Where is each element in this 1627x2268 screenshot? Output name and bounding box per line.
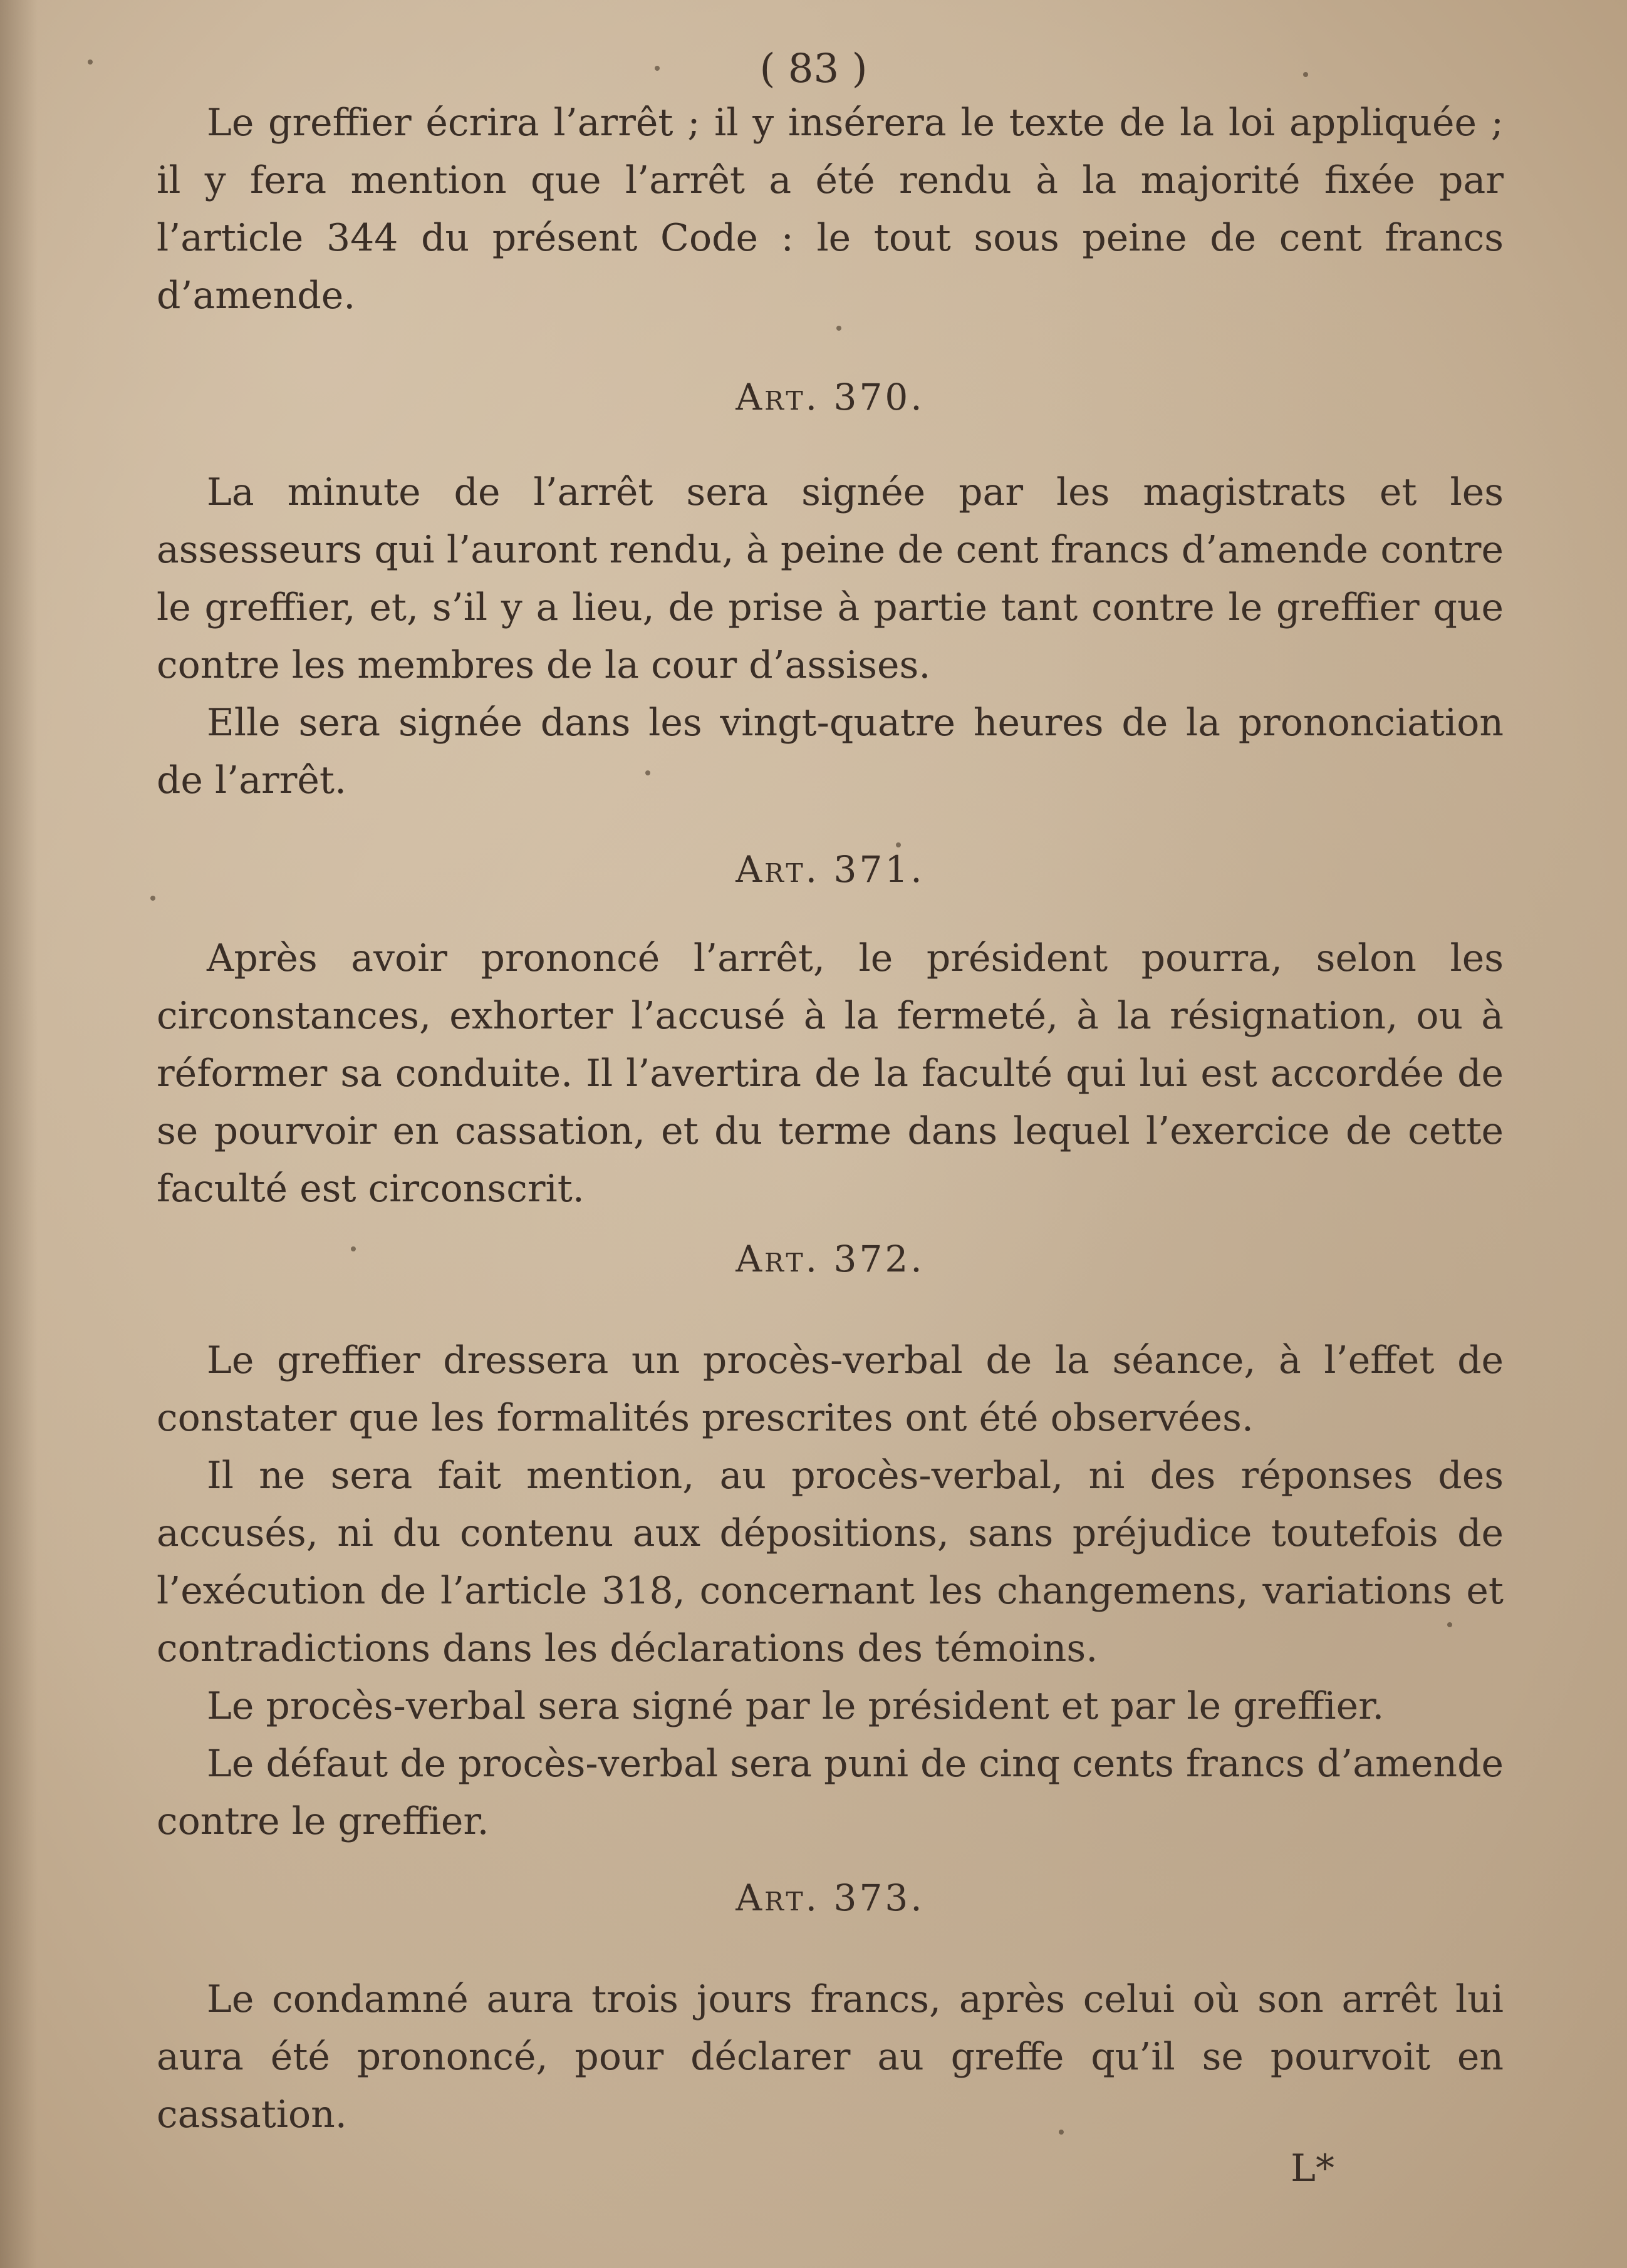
article-heading-372	[157, 1230, 1504, 1288]
page-number: ( 83 )	[759, 46, 868, 92]
page-edge-shadow	[0, 0, 38, 2268]
paragraph: Le greffier écrira l’arrêt ; il y insérera le texte de la loi appliquée ; il y fera mention que l’arrêt a été rendu à la majorité fixée par l’article 344 du présent Code : le tout sous peine de cent francs d’amende.	[157, 101, 1504, 318]
paragraph: Le défaut de procès-verbal sera puni de cinq cents francs d’amende contre le greffier.	[157, 1742, 1504, 1843]
article-heading-label: Art. 372.	[736, 1238, 925, 1280]
article-heading-label: Art. 373.	[736, 1877, 925, 1919]
paragraph: La minute de l’arrêt sera signée par les magistrats et les assesseurs qui l’auront rendu, à peine de cent francs d’amende contre le greffier, et, s’il y a lieu, de prise à partie tant contre le greffier que contre les membres de la cour d’assises.	[157, 470, 1504, 687]
paragraph: Le condamné aura trois jours francs, après celui où son arrêt lui aura été prononcé, pour déclarer au greffe qu’il se pourvoit en cassation.	[157, 1977, 1504, 2136]
foxing-speck	[150, 896, 155, 901]
page-body	[157, 94, 1504, 2193]
article-heading-373	[157, 1869, 1504, 1927]
article-heading-371	[157, 841, 1504, 898]
paragraph: Le procès-verbal sera signé par le président et par le greffier.	[207, 1684, 1385, 1728]
paragraph: Il ne sera fait mention, au procès-verbal, ni des réponses des accusés, ni du contenu aux dépositions, sans préjudice toutefois de l’exécution de l’article 318, concernant les changemens, variations et contradictions dans les déclarations des témoins.	[157, 1454, 1504, 1670]
paragraph: Après avoir prononcé l’arrêt, le président pourra, selon les circonstances, exhorter l’accusé à la fermeté, à la résignation, ou à réformer sa conduite. Il l’avertira de la faculté qui lui est accordée de se pourvoir en cassation, et du terme dans lequel l’exercice de cette faculté est circonscrit.	[157, 936, 1504, 1211]
article-heading-label: Art. 370.	[736, 376, 925, 418]
paragraph: Le greffier dressera un procès-verbal de la séance, à l’effet de constater que les formalités prescrites ont été observées.	[157, 1339, 1504, 1440]
signature-mark: L*	[1291, 2146, 1334, 2190]
article-heading-label: Art. 371.	[736, 848, 925, 891]
paragraph: Elle sera signée dans les vingt-quatre heures de la prononciation de l’arrêt.	[157, 701, 1504, 802]
article-heading-370	[157, 368, 1504, 426]
